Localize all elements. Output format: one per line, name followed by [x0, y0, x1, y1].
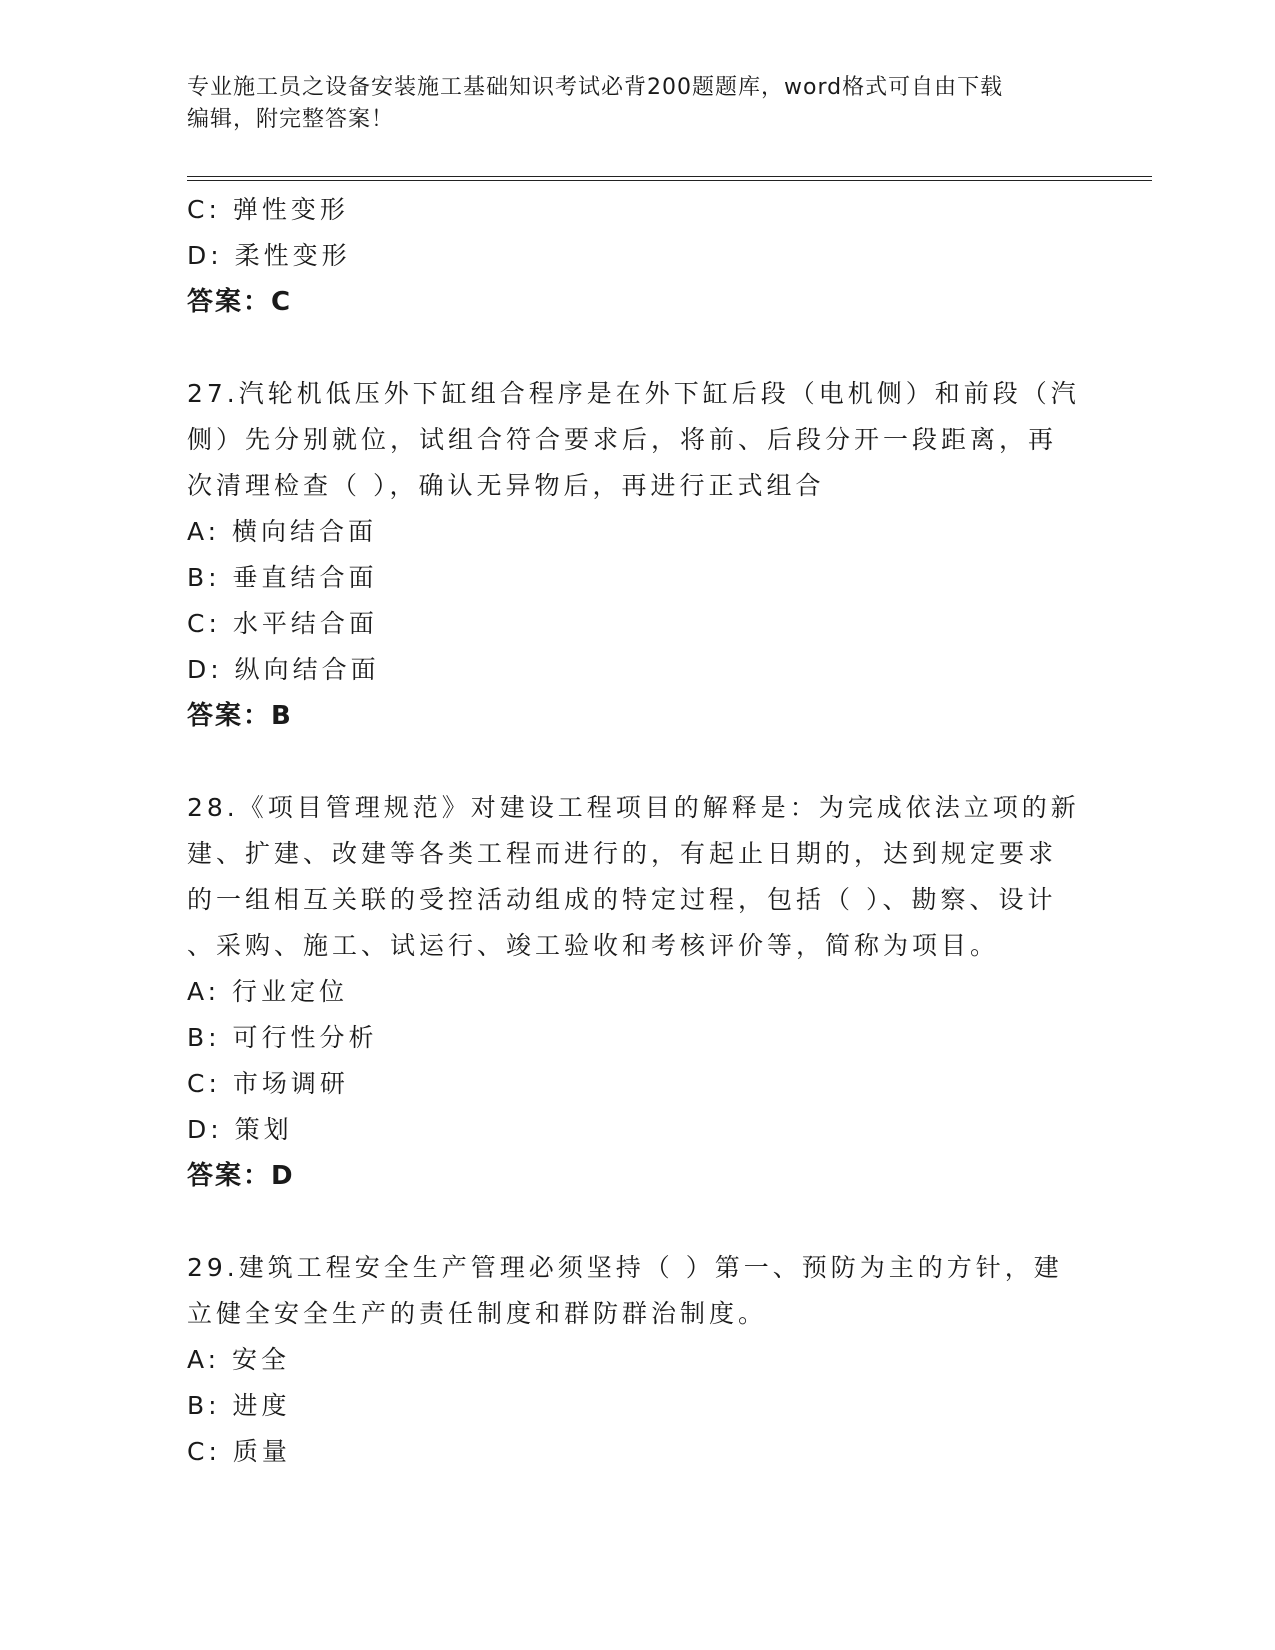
answer: 答案：C [187, 287, 293, 317]
option-c: C: 水平结合面 [187, 609, 378, 638]
question-line: 29.建筑工程安全生产管理必须坚持（ ）第一、预防为主的方针，建 [187, 1253, 1063, 1282]
option-a: A: 安全 [187, 1345, 291, 1374]
question-line: 次清理检查（ ），确认无异物后，再进行正式组合 [187, 471, 825, 500]
question-line: 建、扩建、改建等各类工程而进行的，有起止日期的，达到规定要求 [187, 839, 1058, 868]
question-line: 28.《项目管理规范》对建设工程项目的解释是：为完成依法立项的新 [187, 793, 1080, 822]
question-line: 侧）先分别就位，试组合符合要求后，将前、后段分开一段距离，再 [187, 425, 1058, 454]
header-line-1: 专业施工员之设备安装施工基础知识考试必背200题题库，word格式可自由下载 [187, 75, 1004, 100]
spacer [187, 325, 1087, 371]
option-c: C: 弹性变形 [187, 195, 349, 224]
spacer [187, 739, 1087, 785]
header-line-2: 编辑，附完整答案！ [187, 107, 395, 132]
question-text [187, 371, 1087, 509]
question-26 [187, 187, 1087, 325]
question-text [187, 1245, 1087, 1337]
option-b: B: 垂直结合面 [187, 563, 378, 592]
option-c: C: 市场调研 [187, 1069, 349, 1098]
question-line: 的一组相互关联的受控活动组成的特定过程，包括（ ）、勘察、设计 [187, 885, 1057, 914]
question-27 [187, 371, 1087, 739]
question-line: 、采购、施工、试运行、竣工验收和考核评价等，简称为项目。 [187, 931, 1000, 960]
option-c: C: 质量 [187, 1437, 291, 1466]
answer: 答案：D [187, 1161, 295, 1191]
question-list [187, 187, 1087, 1475]
question-text [187, 785, 1087, 969]
question-29 [187, 1245, 1087, 1475]
option-d: D: 纵向结合面 [187, 655, 380, 684]
document-header [187, 72, 1067, 136]
question-28 [187, 785, 1087, 1199]
spacer [187, 1199, 1087, 1245]
option-a: A: 横向结合面 [187, 517, 378, 546]
answer: 答案：B [187, 701, 293, 731]
header-divider [187, 176, 1152, 181]
option-b: B: 进度 [187, 1391, 291, 1420]
option-d: D: 柔性变形 [187, 241, 351, 270]
option-d: D: 策划 [187, 1115, 293, 1144]
option-b: B: 可行性分析 [187, 1023, 378, 1052]
option-a: A: 行业定位 [187, 977, 349, 1006]
question-line: 27.汽轮机低压外下缸组合程序是在外下缸后段（电机侧）和前段（汽 [187, 379, 1080, 408]
question-line: 立健全安全生产的责任制度和群防群治制度。 [187, 1299, 768, 1328]
